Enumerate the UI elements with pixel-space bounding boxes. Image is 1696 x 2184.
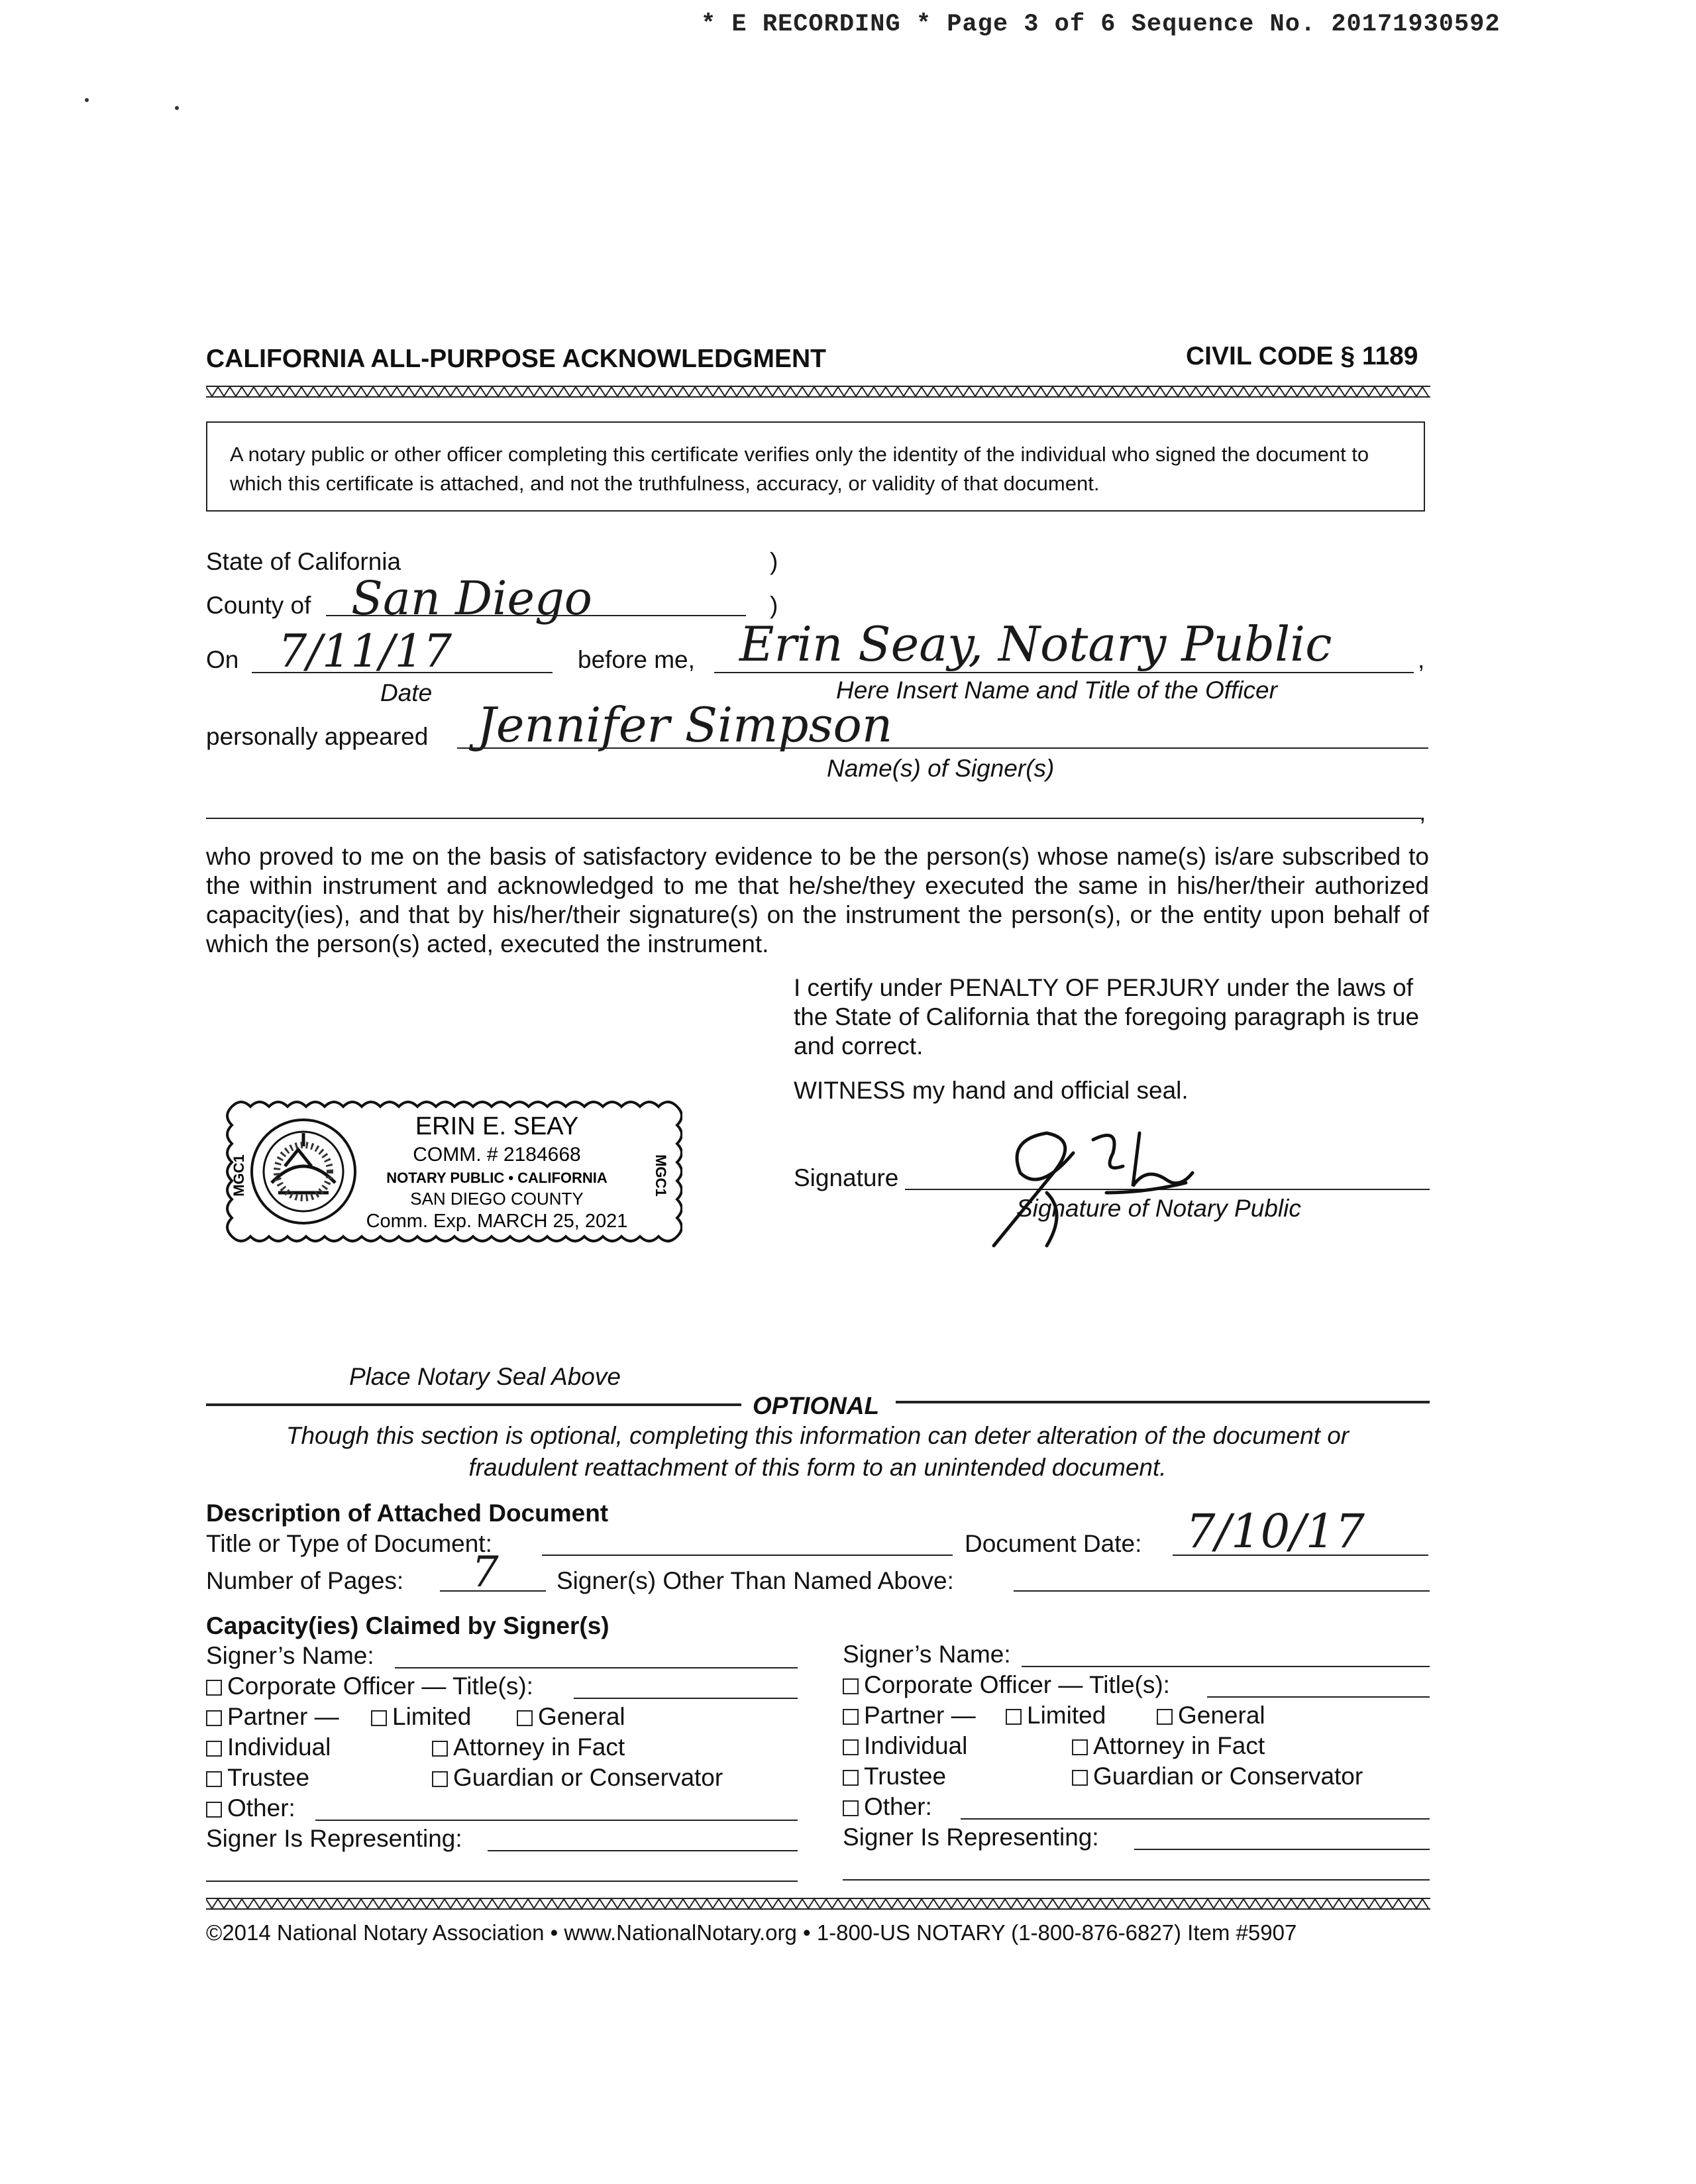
certify-text: I certify under PENALTY OF PERJURY under the laws of the State of California that the foregoing paragraph is true and correct.	[794, 974, 1420, 1060]
checkbox[interactable]	[206, 1710, 222, 1726]
partner-label: Partner —	[864, 1702, 976, 1729]
comma-2: ,	[1419, 798, 1426, 826]
form-title: CALIFORNIA ALL-PURPOSE ACKNOWLEDGMENT	[206, 345, 826, 373]
checkbox[interactable]	[206, 1771, 222, 1787]
other-signers-field[interactable]	[1014, 1590, 1430, 1592]
seal-county: SAN DIEGO COUNTY	[410, 1189, 584, 1209]
optional-heading: OPTIONAL	[753, 1392, 880, 1419]
notary-seal-stamp	[219, 1093, 682, 1256]
partner-label: Partner —	[227, 1703, 339, 1730]
trustee-label: Trustee	[864, 1763, 947, 1790]
seal-caption: Place Notary Seal Above	[349, 1363, 621, 1390]
comma: ,	[1418, 646, 1425, 673]
checkbox[interactable]	[1072, 1770, 1088, 1786]
county-label: County of	[206, 592, 311, 619]
other-signers-label: Signer(s) Other Than Named Above:	[556, 1567, 954, 1594]
representing-field-right[interactable]	[1134, 1849, 1430, 1850]
county-handwritten: San Diego	[351, 571, 592, 626]
seal-expiration: Comm. Exp. MARCH 25, 2021	[366, 1211, 628, 1232]
corporate-officer-label: Corporate Officer — Title(s):	[864, 1671, 1170, 1698]
corporate-title-field-right[interactable]	[1207, 1696, 1430, 1698]
other-field-left[interactable]	[315, 1820, 798, 1821]
date-line	[252, 672, 553, 673]
title-of-document-field[interactable]	[542, 1555, 953, 1556]
signer-handwritten: Jennifer Simpson	[477, 697, 893, 753]
guardian-label: Guardian or Conservator	[1093, 1763, 1363, 1790]
optional-rule-left	[206, 1403, 741, 1406]
seal-comm: COMM. # 2184668	[413, 1144, 581, 1166]
other-label: Other:	[864, 1793, 932, 1820]
checkbox[interactable]	[843, 1739, 859, 1755]
checkbox[interactable]	[371, 1710, 387, 1726]
signature-label: Signature	[794, 1164, 899, 1191]
civil-code: CIVIL CODE § 1189	[1186, 342, 1418, 370]
limited-label: Limited	[392, 1703, 472, 1730]
attorney-label: Attorney in Fact	[1093, 1732, 1265, 1759]
signer-name-field-left[interactable]	[395, 1667, 798, 1668]
title-of-document-label: Title or Type of Document:	[206, 1530, 492, 1557]
other-label: Other:	[227, 1794, 295, 1822]
checkbox[interactable]	[1072, 1739, 1088, 1755]
attorney-left[interactable]	[432, 1733, 625, 1761]
notary-signature	[947, 1113, 1199, 1259]
limited-label: Limited	[1027, 1702, 1106, 1729]
scan-speck	[175, 106, 179, 110]
checkbox[interactable]	[843, 1770, 859, 1786]
recording-header: * E RECORDING * Page 3 of 6 Sequence No. 20171930592	[701, 11, 1501, 38]
other-right[interactable]	[843, 1793, 932, 1821]
representing-label-left: Signer Is Representing:	[206, 1825, 462, 1852]
capacity-heading: Capacity(ies) Claimed by Signer(s)	[206, 1612, 610, 1639]
document-date-handwritten: 7/10/17	[1186, 1504, 1365, 1558]
attorney-right[interactable]	[1072, 1732, 1265, 1760]
signature-caption: Signature of Notary Public	[1016, 1195, 1301, 1222]
notice-box	[206, 421, 1425, 512]
before-me-label: before me,	[578, 646, 695, 673]
scan-speck	[85, 98, 89, 102]
seal-name: ERIN E. SEAY	[415, 1113, 579, 1140]
general-right[interactable]	[1157, 1702, 1265, 1729]
signer-line	[457, 747, 1428, 749]
trustee-left[interactable]	[206, 1764, 309, 1792]
checkbox[interactable]	[517, 1710, 533, 1726]
seal-side-right: MGC1	[653, 1154, 669, 1197]
general-label: General	[538, 1703, 625, 1730]
corporate-officer-right[interactable]	[843, 1671, 1170, 1699]
paren-1: )	[770, 548, 778, 575]
officer-line	[714, 672, 1414, 673]
date-handwritten: 7/11/17	[278, 626, 452, 678]
general-label: General	[1178, 1702, 1265, 1729]
representing-field-right-2[interactable]	[843, 1879, 1430, 1881]
officer-caption: Here Insert Name and Title of the Officer	[836, 677, 1277, 704]
individual-label: Individual	[227, 1733, 331, 1761]
paren-2: )	[770, 592, 778, 619]
on-label: On	[206, 646, 239, 673]
guardian-right[interactable]	[1072, 1763, 1363, 1790]
checkbox[interactable]	[432, 1771, 448, 1787]
document-date-field[interactable]	[1173, 1555, 1428, 1556]
witness-text: WITNESS my hand and official seal.	[794, 1077, 1189, 1104]
guardian-label: Guardian or Conservator	[453, 1764, 723, 1791]
representing-label-right: Signer Is Representing:	[843, 1824, 1099, 1851]
checkbox[interactable]	[1157, 1709, 1173, 1725]
pages-handwritten: 7	[472, 1548, 499, 1597]
description-heading: Description of Attached Document	[206, 1500, 609, 1527]
checkbox[interactable]	[1006, 1709, 1022, 1725]
checkbox[interactable]	[206, 1680, 222, 1696]
partner-right[interactable]	[843, 1702, 976, 1729]
state-label: State of California	[206, 548, 401, 575]
other-left[interactable]	[206, 1794, 295, 1822]
checkbox[interactable]	[206, 1802, 222, 1818]
corporate-officer-left[interactable]	[206, 1672, 533, 1700]
proof-paragraph: who proved to me on the basis of satisfactory evidence to be the person(s) whose name(s) is/are subscribed to the within instrument and acknowledged to me that he/she/they executed the same in his/her/their authorized capacity(ies), and that by his/her/their signature(s) on the instrument the person(s), or the entity upon behalf of which the person(s) acted, executed the instrument.	[206, 843, 1429, 957]
representing-field-left[interactable]	[488, 1850, 798, 1851]
individual-right[interactable]	[843, 1732, 967, 1760]
checkbox[interactable]	[843, 1709, 859, 1725]
partner-left[interactable]	[206, 1703, 339, 1731]
document-date-label: Document Date:	[965, 1530, 1142, 1557]
checkbox[interactable]	[206, 1741, 222, 1757]
appeared-label: personally appeared	[206, 723, 429, 750]
individual-label: Individual	[864, 1732, 968, 1759]
individual-left[interactable]	[206, 1733, 331, 1761]
representing-field-left-2[interactable]	[206, 1881, 798, 1882]
limited-left[interactable]	[371, 1703, 471, 1731]
county-line	[326, 615, 746, 616]
decorative-border-top	[206, 386, 1430, 398]
date-caption: Date	[380, 679, 433, 706]
attorney-label: Attorney in Fact	[453, 1733, 625, 1761]
optional-line-1: Though this section is optional, completing this information can deter alteration of the document or	[286, 1422, 1350, 1449]
footer: ©2014 National Notary Association • www.NationalNotary.org • 1-800-US NOTARY (1-800-876-6827) Item #5907	[206, 1920, 1297, 1945]
signer-caption: Name(s) of Signer(s)	[827, 755, 1055, 782]
signer-name-label-right: Signer’s Name:	[843, 1641, 1011, 1668]
checkbox[interactable]	[432, 1741, 448, 1757]
signer-name-field-right[interactable]	[1022, 1666, 1430, 1667]
limited-right[interactable]	[1006, 1702, 1106, 1729]
general-left[interactable]	[517, 1703, 625, 1731]
decorative-border-bottom	[206, 1898, 1430, 1910]
pages-label: Number of Pages:	[206, 1567, 404, 1594]
seal-side-left: MGC1	[231, 1154, 247, 1197]
corporate-title-field-left[interactable]	[574, 1698, 798, 1699]
corporate-officer-label: Corporate Officer — Title(s):	[227, 1672, 533, 1700]
officer-handwritten: Erin Seay, Notary Public	[739, 616, 1332, 672]
checkbox[interactable]	[843, 1678, 859, 1694]
optional-line-2: fraudulent reattachment of this form to an unintended document.	[468, 1454, 1167, 1481]
pages-field[interactable]	[440, 1590, 546, 1592]
signer-line-2	[206, 818, 1421, 819]
notice-text: A notary public or other officer completing this certificate verifies only the identity of the individual who signed the document to which this certificate is attached, and not the truthfulness, accuracy, or validity of that document.	[230, 443, 1369, 495]
trustee-label: Trustee	[227, 1764, 310, 1791]
guardian-left[interactable]	[432, 1764, 723, 1792]
signer-name-label-left: Signer’s Name:	[206, 1642, 374, 1669]
other-field-right[interactable]	[961, 1818, 1430, 1820]
optional-rule-right	[896, 1401, 1430, 1403]
checkbox[interactable]	[843, 1800, 859, 1816]
trustee-right[interactable]	[843, 1763, 946, 1790]
seal-title: NOTARY PUBLIC • CALIFORNIA	[386, 1170, 608, 1186]
